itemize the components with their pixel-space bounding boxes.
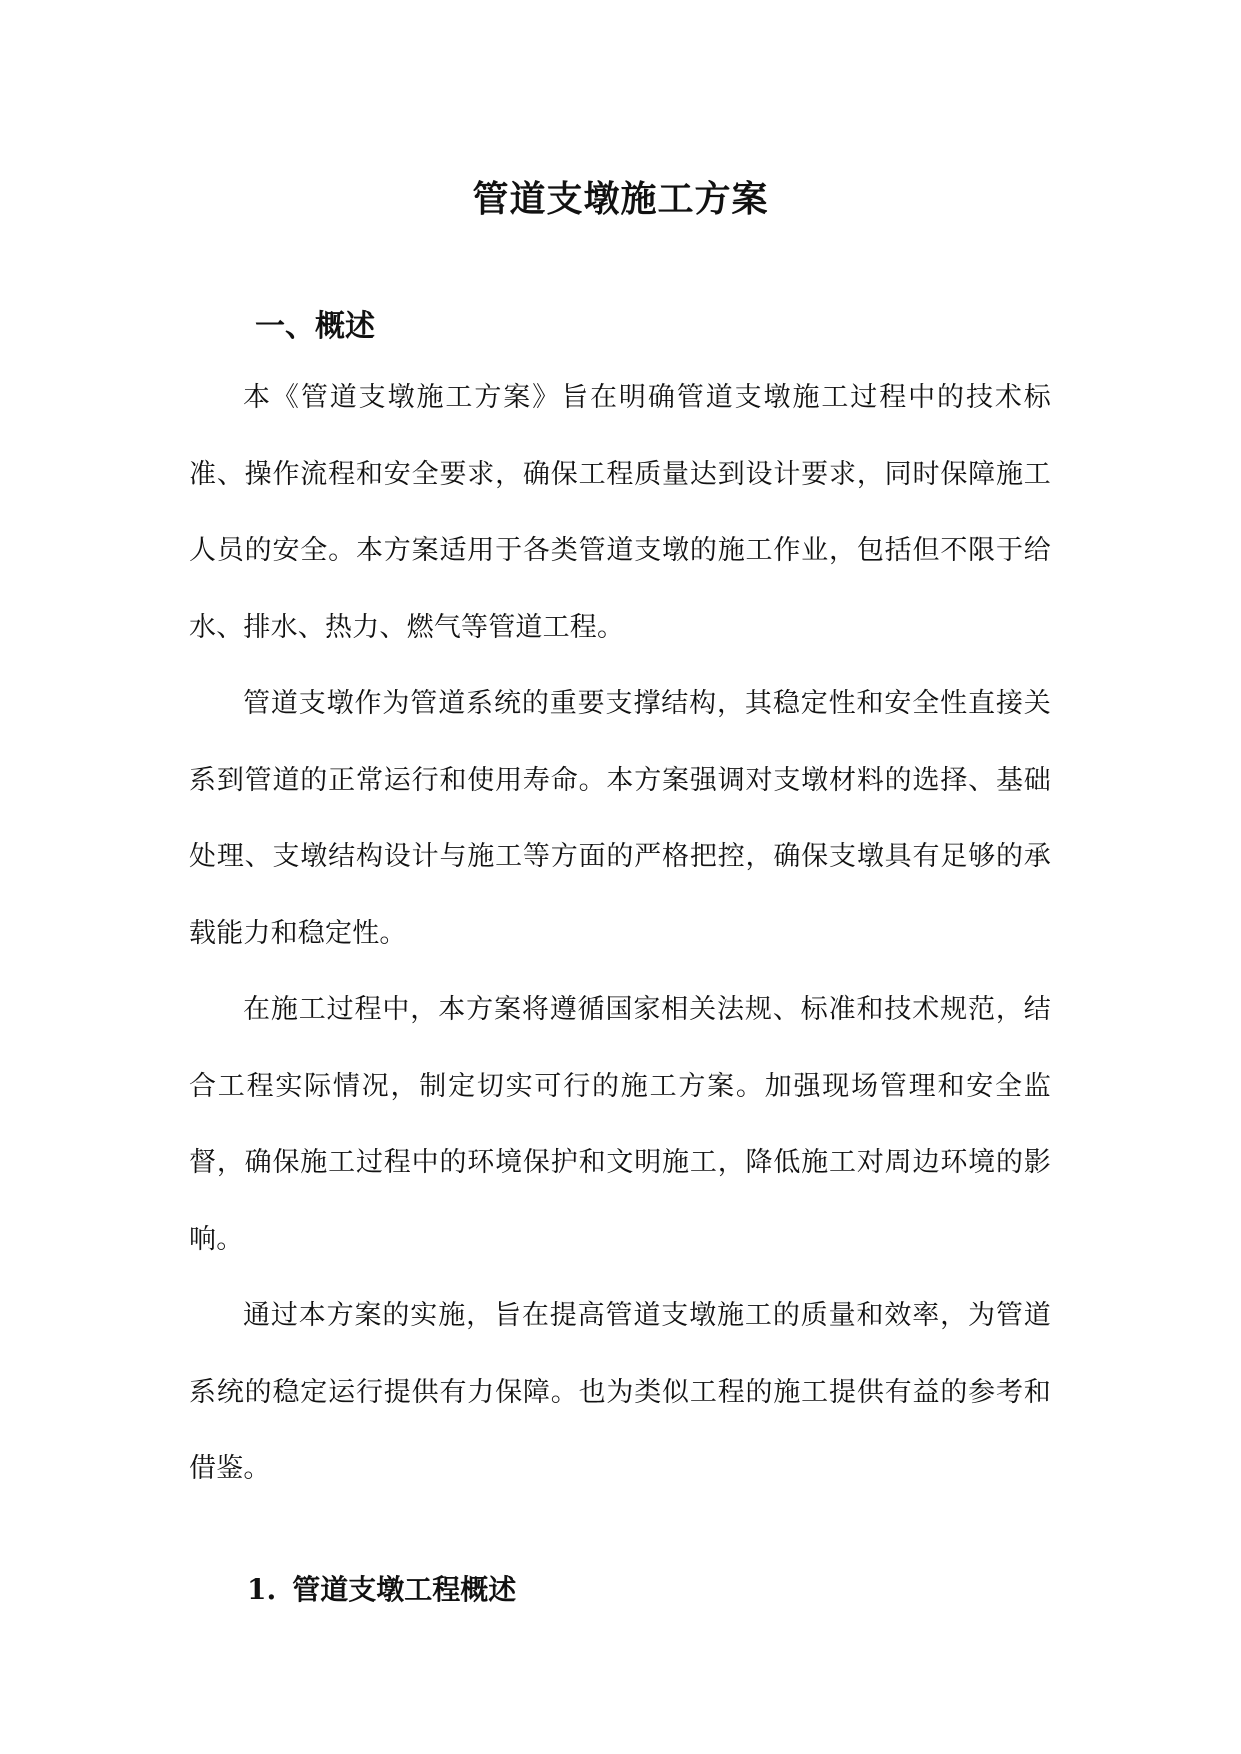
section-heading-overview: 一、概述 (255, 308, 375, 344)
paragraph-4: 通过本方案的实施，旨在提高管道支墩施工的质量和效率，为管道系统的稳定运行提供有力保障。也为类似工程的施工提供有益的参考和借鉴。 (189, 1300, 1051, 1484)
paragraph-1: 本《管道支墩施工方案》旨在明确管道支墩施工过程中的技术标准、操作流程和安全要求，确保工程质量达到设计要求，同时保障施工人员的安全。本方案适用于各类管道支墩的施工作业，包括但不限于给水、排水、热力、燃气等管道工程。 (189, 382, 1051, 643)
subsection-title: 管道支墩工程概述 (292, 1573, 517, 1606)
document-title: 管道支墩施工方案 (472, 178, 769, 221)
subsection-heading (247, 1568, 516, 1612)
subsection-number: 1. (247, 1573, 277, 1606)
paragraph-3: 在施工过程中，本方案将遵循国家相关法规、标准和技术规范，结合工程实际情况，制定切实可行的施工方案。加强现场管理和安全监督，确保施工过程中的环境保护和文明施工，降低施工对周边环境的影响。 (189, 994, 1051, 1255)
body-text (189, 360, 1051, 1508)
paragraph-2: 管道支墩作为管道系统的重要支撑结构，其稳定性和安全性直接关系到管道的正常运行和使用寿命。本方案强调对支墩材料的选择、基础处理、支墩结构设计与施工等方面的严格把控，确保支墩具有足够的承载能力和稳定性。 (189, 688, 1051, 949)
